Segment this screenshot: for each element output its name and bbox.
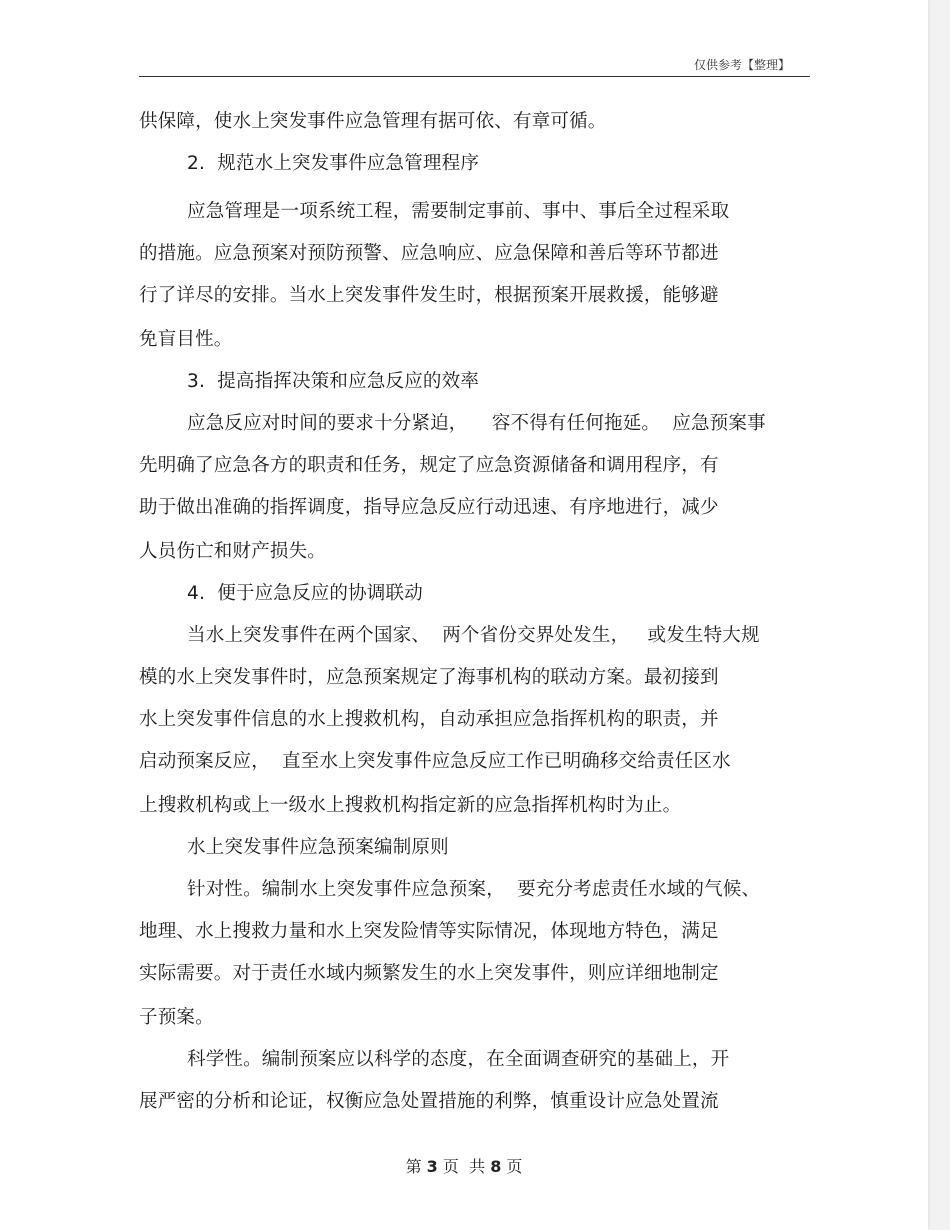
text-line: 当水上突发事件在两个国家、 两个省份交界处发生， 或发生特大规 bbox=[187, 625, 760, 646]
section-heading: 3. 提高指挥决策和应急反应的效率 bbox=[187, 371, 480, 392]
text-line: 实际需要。对于责任水域内频繁发生的水上突发事件，则应详细地制定 bbox=[139, 963, 719, 984]
footer-suffix: 页 bbox=[506, 1157, 523, 1176]
header-rule bbox=[139, 76, 810, 77]
page-footer bbox=[0, 1154, 928, 1177]
current-page-number: 3 bbox=[426, 1157, 438, 1176]
header-note: 仅供参考【整理】 bbox=[693, 58, 790, 72]
footer-middle: 页 共 bbox=[442, 1157, 486, 1176]
text-line: 水上突发事件信息的水上搜救机构，自动承担应急指挥机构的职责，并 bbox=[139, 709, 719, 730]
section-heading: 2. 规范水上突发事件应急管理程序 bbox=[187, 153, 480, 174]
text-line: 应急管理是一项系统工程，需要制定事前、事中、事后全过程采取 bbox=[187, 201, 730, 222]
text-line: 上搜救机构或上一级水上搜救机构指定新的应急指挥机构时为止。 bbox=[139, 795, 682, 816]
text-line: 的措施。应急预案对预防预警、应急响应、应急保障和善后等环节都进 bbox=[139, 243, 719, 264]
text-line: 展严密的分析和论证，权衡应急处置措施的利弊，慎重设计应急处置流 bbox=[139, 1091, 719, 1112]
text-line: 供保障，使水上突发事件应急管理有据可依、有章可循。 bbox=[139, 111, 607, 132]
footer-prefix: 第 bbox=[405, 1157, 422, 1176]
text-line: 应急反应对时间的要求十分紧迫， 容不得有任何拖延。 应急预案事 bbox=[187, 413, 766, 434]
text-line: 先明确了应急各方的职责和任务，规定了应急资源储备和调用程序，有 bbox=[139, 455, 719, 476]
total-page-count: 8 bbox=[490, 1157, 502, 1176]
text-line: 针对性。编制水上突发事件应急预案， 要充分考虑责任水域的气候、 bbox=[187, 879, 761, 900]
text-line: 启动预案反应， 直至水上突发事件应急反应工作已明确移交给责任区水 bbox=[139, 751, 731, 772]
section-heading: 水上突发事件应急预案编制原则 bbox=[187, 837, 449, 858]
text-line: 地理、水上搜救力量和水上突发险情等实际情况，体现地方特色，满足 bbox=[139, 921, 719, 942]
text-line: 行了详尽的安排。当水上突发事件发生时，根据预案开展救援，能够避 bbox=[139, 285, 719, 306]
text-line: 子预案。 bbox=[139, 1007, 214, 1028]
text-line: 免盲目性。 bbox=[139, 329, 233, 350]
text-line: 助于做出准确的指挥调度，指导应急反应行动迅速、有序地进行，减少 bbox=[139, 497, 719, 518]
text-line: 科学性。编制预案应以科学的态度，在全面调查研究的基础上，开 bbox=[187, 1049, 730, 1070]
section-heading: 4. 便于应急反应的协调联动 bbox=[187, 583, 423, 604]
text-line: 人员伤亡和财产损失。 bbox=[139, 541, 327, 562]
text-line: 模的水上突发事件时，应急预案规定了海事机构的联动方案。最初接到 bbox=[139, 667, 719, 688]
